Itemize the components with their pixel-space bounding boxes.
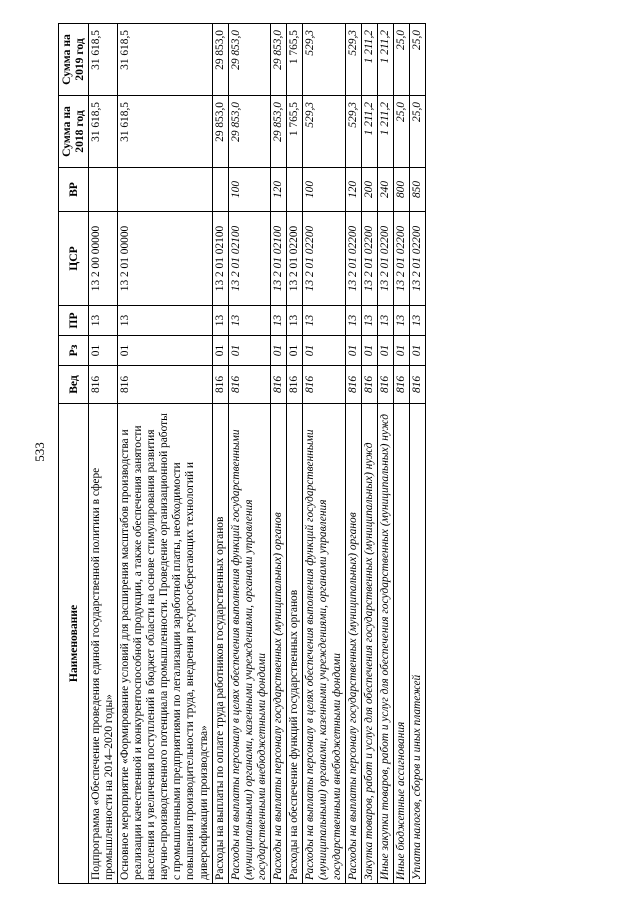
cell-rz: 01 bbox=[287, 336, 303, 366]
cell-sum-2018: 1 211,2 bbox=[377, 96, 393, 168]
cell-sum-2019: 1 211,2 bbox=[377, 24, 393, 96]
cell-ved: 816 bbox=[271, 366, 287, 404]
cell-name: Иные бюджетные ассигнования bbox=[393, 404, 409, 884]
cell-vr bbox=[287, 168, 303, 212]
cell-vr bbox=[88, 168, 117, 212]
cell-name: Расходы на выплаты по оплате труда работников государственных органов bbox=[212, 404, 228, 884]
cell-csr: 13 2 01 02200 bbox=[393, 212, 409, 306]
table-row bbox=[303, 24, 345, 884]
cell-pr: 13 bbox=[271, 306, 287, 336]
cell-name: Основное мероприятие «Формирование условий для расширения масштабов производства и реализации качественной и конкурентоспособной продукции, а также обеспечения занятости населения и увеличения поступлений в бюджет области на основе стимулирования развития научно-производственного потенциала промышленности. Проведение организационной работы с промышленными предприятиями по легализации заработной платы, необходимости повышения производительности труда, внедрения ресурсосберегающих технологий и диверсификации производства» bbox=[117, 404, 212, 884]
cell-sum-2018: 25,0 bbox=[393, 96, 409, 168]
cell-csr: 13 2 01 00000 bbox=[117, 212, 212, 306]
cell-csr: 13 2 01 02200 bbox=[303, 212, 345, 306]
cell-sum-2018: 529,3 bbox=[303, 96, 345, 168]
header-pr: ПР bbox=[59, 306, 89, 336]
cell-pr: 13 bbox=[117, 306, 212, 336]
cell-pr: 13 bbox=[303, 306, 345, 336]
cell-csr: 13 2 01 02200 bbox=[377, 212, 393, 306]
table-body bbox=[88, 24, 426, 884]
cell-sum-2019: 25,0 bbox=[393, 24, 409, 96]
cell-rz: 01 bbox=[228, 336, 270, 366]
cell-sum-2019: 31 618,5 bbox=[117, 24, 212, 96]
cell-rz: 01 bbox=[410, 336, 426, 366]
cell-name: Уплата налогов, сборов и иных платежей bbox=[410, 404, 426, 884]
cell-sum-2019: 1 765,5 bbox=[287, 24, 303, 96]
cell-pr: 13 bbox=[345, 306, 361, 336]
cell-sum-2019: 31 618,5 bbox=[88, 24, 117, 96]
cell-sum-2018: 1 765,5 bbox=[287, 96, 303, 168]
cell-pr: 13 bbox=[212, 306, 228, 336]
cell-name: Закупка товаров, работ и услуг для обеспечения государственных (муниципальных) нужд bbox=[361, 404, 377, 884]
cell-sum-2019: 29 853,0 bbox=[212, 24, 228, 96]
table-row bbox=[410, 24, 426, 884]
table-row bbox=[377, 24, 393, 884]
cell-rz: 01 bbox=[88, 336, 117, 366]
cell-pr: 13 bbox=[377, 306, 393, 336]
cell-vr: 120 bbox=[271, 168, 287, 212]
cell-sum-2019: 529,3 bbox=[345, 24, 361, 96]
cell-rz: 01 bbox=[271, 336, 287, 366]
cell-sum-2018: 29 853,0 bbox=[212, 96, 228, 168]
cell-ved: 816 bbox=[345, 366, 361, 404]
cell-csr: 13 2 01 02100 bbox=[271, 212, 287, 306]
cell-ved: 816 bbox=[303, 366, 345, 404]
rotated-page bbox=[58, 24, 582, 884]
cell-ved: 816 bbox=[117, 366, 212, 404]
cell-vr: 240 bbox=[377, 168, 393, 212]
cell-csr: 13 2 01 02200 bbox=[361, 212, 377, 306]
cell-name: Расходы на выплаты персоналу государственных (муниципальных) органов bbox=[345, 404, 361, 884]
cell-sum-2019: 1 211,2 bbox=[361, 24, 377, 96]
table-row bbox=[271, 24, 287, 884]
cell-vr: 800 bbox=[393, 168, 409, 212]
cell-sum-2019: 29 853,0 bbox=[271, 24, 287, 96]
header-name: Наименование bbox=[59, 404, 89, 884]
cell-sum-2018: 31 618,5 bbox=[88, 96, 117, 168]
cell-name: Расходы на обеспечение функций государственных органов bbox=[287, 404, 303, 884]
cell-vr: 120 bbox=[345, 168, 361, 212]
cell-csr: 13 2 01 02200 bbox=[287, 212, 303, 306]
cell-sum-2018: 529,3 bbox=[345, 96, 361, 168]
cell-sum-2018: 25,0 bbox=[410, 96, 426, 168]
cell-sum-2019: 29 853,0 bbox=[228, 24, 270, 96]
cell-csr: 13 2 01 02100 bbox=[212, 212, 228, 306]
cell-ved: 816 bbox=[393, 366, 409, 404]
cell-ved: 816 bbox=[212, 366, 228, 404]
cell-name: Иные закупки товаров, работ и услуг для обеспечения государственных (муниципальных) нужд bbox=[377, 404, 393, 884]
cell-ved: 816 bbox=[377, 366, 393, 404]
cell-vr: 200 bbox=[361, 168, 377, 212]
header-rz: Рз bbox=[59, 336, 89, 366]
cell-rz: 01 bbox=[117, 336, 212, 366]
cell-ved: 816 bbox=[410, 366, 426, 404]
cell-ved: 816 bbox=[88, 366, 117, 404]
header-sum-2018: Сумма на 2018 год bbox=[59, 96, 89, 168]
budget-table bbox=[58, 23, 426, 884]
page-number: 533 bbox=[32, 442, 47, 462]
table-row bbox=[345, 24, 361, 884]
cell-pr: 13 bbox=[88, 306, 117, 336]
cell-ved: 816 bbox=[361, 366, 377, 404]
table-row bbox=[88, 24, 117, 884]
cell-rz: 01 bbox=[212, 336, 228, 366]
cell-name: Подпрограмма «Обеспечение проведения единой государственной политики в сфере промышленности на 2014–2020 годы» bbox=[88, 404, 117, 884]
cell-vr: 100 bbox=[303, 168, 345, 212]
header-ved: Вед bbox=[59, 366, 89, 404]
cell-sum-2018: 29 853,0 bbox=[228, 96, 270, 168]
cell-csr: 13 2 01 02200 bbox=[345, 212, 361, 306]
cell-rz: 01 bbox=[393, 336, 409, 366]
table-row bbox=[393, 24, 409, 884]
table-row bbox=[287, 24, 303, 884]
table-row bbox=[212, 24, 228, 884]
cell-ved: 816 bbox=[287, 366, 303, 404]
table-row bbox=[228, 24, 270, 884]
cell-name: Расходы на выплаты персоналу государственных (муниципальных) органов bbox=[271, 404, 287, 884]
cell-name: Расходы на выплаты персоналу в целях обеспечения выполнения функций государственными (муниципальными) органами, казенными учреждениями, органами управления государственными внебюджетными фондами bbox=[303, 404, 345, 884]
cell-pr: 13 bbox=[228, 306, 270, 336]
cell-vr bbox=[212, 168, 228, 212]
cell-rz: 01 bbox=[377, 336, 393, 366]
cell-csr: 13 2 01 02200 bbox=[410, 212, 426, 306]
cell-sum-2018: 31 618,5 bbox=[117, 96, 212, 168]
cell-pr: 13 bbox=[361, 306, 377, 336]
table-row bbox=[117, 24, 212, 884]
table-header-row bbox=[59, 24, 89, 884]
cell-rz: 01 bbox=[345, 336, 361, 366]
table-row bbox=[361, 24, 377, 884]
header-sum-2019: Сумма на 2019 год bbox=[59, 24, 89, 96]
cell-pr: 13 bbox=[393, 306, 409, 336]
cell-vr: 850 bbox=[410, 168, 426, 212]
cell-rz: 01 bbox=[361, 336, 377, 366]
cell-ved: 816 bbox=[228, 366, 270, 404]
cell-sum-2019: 529,3 bbox=[303, 24, 345, 96]
cell-sum-2018: 1 211,2 bbox=[361, 96, 377, 168]
header-csr: ЦСР bbox=[59, 212, 89, 306]
cell-sum-2019: 25,0 bbox=[410, 24, 426, 96]
cell-vr bbox=[117, 168, 212, 212]
cell-pr: 13 bbox=[410, 306, 426, 336]
cell-pr: 13 bbox=[287, 306, 303, 336]
cell-csr: 13 2 00 00000 bbox=[88, 212, 117, 306]
header-vr: ВР bbox=[59, 168, 89, 212]
cell-csr: 13 2 01 02100 bbox=[228, 212, 270, 306]
cell-rz: 01 bbox=[303, 336, 345, 366]
cell-vr: 100 bbox=[228, 168, 270, 212]
cell-name: Расходы на выплаты персоналу в целях обеспечения выполнения функций государственными (муниципальными) органами, казенными учреждениями, органами управления государственными внебюджетными фондами bbox=[228, 404, 270, 884]
cell-sum-2018: 29 853,0 bbox=[271, 96, 287, 168]
